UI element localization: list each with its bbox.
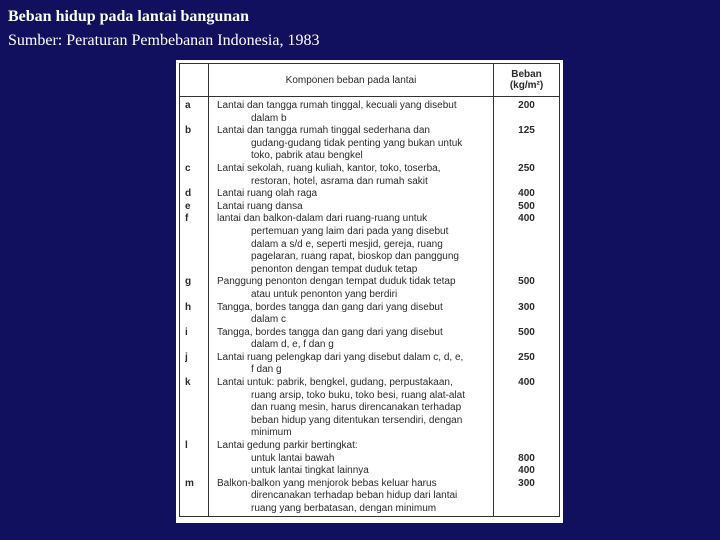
row-code-text: i: [185, 326, 188, 338]
load-value-line: 500: [518, 200, 535, 212]
row-load-value: [494, 125, 560, 163]
description-line: restoran, hotel, asrama dan rumah sakit: [251, 175, 428, 187]
slide-title: Beban hidup pada lantai bangunan: [8, 8, 250, 25]
load-value-line: [494, 390, 559, 403]
load-value-line: 400: [518, 465, 535, 477]
load-value-line: 500: [518, 276, 535, 288]
live-load-table: [176, 60, 563, 523]
load-value-line: [494, 503, 559, 516]
table-header-row: [180, 64, 560, 97]
table-row: [180, 163, 560, 188]
row-code: [180, 302, 209, 327]
header-load-line2: (kg/m²): [509, 80, 544, 91]
row-load-value: [494, 478, 560, 516]
row-description: [209, 352, 494, 377]
load-value-line: 250: [518, 351, 535, 363]
load-value-line: [494, 264, 559, 277]
row-load-value: [494, 97, 560, 126]
description-line: toko, pabrik atau bengkel: [251, 150, 363, 162]
description-line: Lantai ruang pelengkap dari yang disebut dalam c, d, e,: [217, 351, 464, 363]
header-load-line1: Beban: [511, 69, 542, 80]
row-description: [209, 188, 494, 201]
description-line: f dan g: [251, 364, 282, 376]
description-line: Tangga, bordes tangga dan gang dari yang disebut: [217, 326, 443, 338]
load-value-line: 400: [518, 188, 535, 200]
row-load-value: [494, 327, 560, 352]
load-value-line: [494, 226, 559, 239]
row-code: [180, 377, 209, 440]
row-code-text: d: [185, 188, 192, 200]
row-code-text: a: [185, 100, 191, 111]
row-code: [180, 97, 209, 126]
description-line: dalam a s/d e, seperti mesjid, gereja, ruang: [251, 238, 443, 250]
load-value-line: 400: [518, 213, 535, 225]
table-row: [180, 213, 560, 276]
description-line: dalam d, e, f dan g: [251, 339, 334, 351]
table-row: [180, 302, 560, 327]
description-line: gudang-gudang tidak penting yang bukan untuk: [251, 137, 463, 149]
description-line: ruang arsip, toko buku, toko besi, ruang alat-alat: [251, 389, 466, 401]
row-code: [180, 440, 209, 478]
load-value-line: 800: [518, 452, 535, 464]
header-load: [494, 64, 560, 97]
table-body: [180, 97, 560, 517]
description-line: penonton dengan tempat duduk tetap: [251, 263, 418, 275]
description-line: Tangga, bordes tangga dan gang dari yang disebut: [217, 301, 443, 313]
description-line: dalam b: [251, 112, 287, 124]
row-load-value: [494, 302, 560, 327]
load-value-line: 200: [518, 100, 535, 111]
description-line: Lantai gedung parkir bertingkat:: [217, 440, 358, 452]
table-row: [180, 352, 560, 377]
description-line: dan ruang mesin, harus direncanakan terhadap: [251, 402, 462, 414]
table-row: [180, 188, 560, 201]
row-code-text: j: [185, 351, 188, 363]
table-row: [180, 97, 560, 126]
load-value-line: [494, 364, 559, 377]
load-value-line: [494, 490, 559, 503]
row-code-text: e: [185, 200, 191, 212]
row-description: [209, 478, 494, 516]
row-code: [180, 163, 209, 188]
row-description: [209, 213, 494, 276]
table-row: [180, 478, 560, 516]
row-description: [209, 125, 494, 163]
row-code: [180, 188, 209, 201]
description-line: minimum: [251, 427, 292, 439]
description-line: pagelaran, ruang rapat, bioskop dan panggung: [251, 251, 459, 263]
load-value-line: [494, 415, 559, 428]
description-line: atau untuk penonton yang berdiri: [251, 288, 398, 300]
description-line: beban hidup yang ditentukan tersendiri, dengan: [251, 414, 463, 426]
load-value-line: 500: [518, 326, 535, 338]
row-code-text: h: [185, 301, 192, 313]
description-line: direncanakan terhadap beban hidup dari lantai: [251, 490, 458, 502]
table-row: [180, 327, 560, 352]
description-line: lantai dan balkon-dalam dari ruang-ruang untuk: [217, 213, 428, 225]
description-line: Panggung penonton dengan tempat duduk tidak tetap: [217, 276, 456, 288]
load-value-line: [494, 314, 559, 327]
load-value-line: 125: [518, 125, 535, 137]
load-value-line: [494, 402, 559, 415]
load-value-line: [494, 239, 559, 252]
description-line: Lantai sekolah, ruang kuliah, kantor, toko, toserba,: [217, 162, 441, 174]
load-value-line: [494, 440, 559, 453]
load-value-line: [494, 176, 559, 189]
description-line: Lantai ruang dansa: [217, 200, 303, 212]
description-line: dalam c: [251, 314, 287, 326]
load-value-line: [494, 138, 559, 151]
row-description: [209, 201, 494, 214]
load-value-line: 400: [518, 377, 535, 389]
row-load-value: [494, 440, 560, 478]
row-code-text: k: [185, 377, 191, 389]
row-code-text: m: [185, 477, 194, 489]
load-value-line: [494, 150, 559, 163]
row-code-text: c: [185, 162, 191, 174]
table-row: [180, 440, 560, 478]
row-load-value: [494, 213, 560, 276]
row-load-value: [494, 201, 560, 214]
row-code: [180, 352, 209, 377]
header-code: [180, 64, 209, 97]
load-value-line: [494, 339, 559, 352]
row-code-text: b: [185, 125, 192, 137]
load-value-line: [494, 251, 559, 264]
row-description: [209, 276, 494, 301]
description-line: Lantai dan tangga rumah tinggal, kecuali yang disebut: [217, 100, 457, 111]
row-load-value: [494, 188, 560, 201]
row-description: [209, 440, 494, 478]
row-code: [180, 478, 209, 516]
load-value-line: [494, 113, 559, 126]
row-code: [180, 201, 209, 214]
row-code: [180, 125, 209, 163]
row-code-text: g: [185, 276, 192, 288]
row-code: [180, 276, 209, 301]
row-code-text: l: [185, 440, 188, 452]
load-value-line: [494, 289, 559, 302]
row-description: [209, 97, 494, 126]
row-load-value: [494, 163, 560, 188]
description-line: pertemuan yang laim dari pada yang disebut: [251, 225, 449, 237]
row-load-value: [494, 377, 560, 440]
table-row: [180, 201, 560, 214]
header-component: Komponen beban pada lantai: [209, 64, 494, 97]
row-load-value: [494, 352, 560, 377]
load-value-line: [494, 427, 559, 440]
load-value-line: 300: [518, 301, 535, 313]
row-description: [209, 327, 494, 352]
description-line: ruang yang berbatasan, dengan minimum: [251, 503, 437, 514]
row-load-value: [494, 276, 560, 301]
description-line: untuk lantai bawah: [251, 452, 335, 464]
table-row: [180, 276, 560, 301]
description-line: Lantai ruang olah raga: [217, 188, 318, 200]
description-line: Lantai dan tangga rumah tinggal sederhana dan: [217, 125, 430, 137]
load-value-line: 250: [518, 162, 535, 174]
table-row: [180, 377, 560, 440]
slide-source: Sumber: Peraturan Pembebanan Indonesia, 1983: [8, 32, 320, 49]
table-row: [180, 125, 560, 163]
description-line: Lantai untuk: pabrik, bengkel, gudang, perpustakaan,: [217, 377, 453, 389]
load-value-line: 300: [518, 477, 535, 489]
row-description: [209, 377, 494, 440]
row-description: [209, 302, 494, 327]
row-description: [209, 163, 494, 188]
row-code: [180, 213, 209, 276]
description-line: untuk lantai tingkat lainnya: [251, 465, 369, 477]
row-code-text: f: [185, 213, 189, 225]
row-code: [180, 327, 209, 352]
load-table: [179, 63, 560, 517]
description-line: Balkon-balkon yang menjorok bebas keluar harus: [217, 477, 437, 489]
